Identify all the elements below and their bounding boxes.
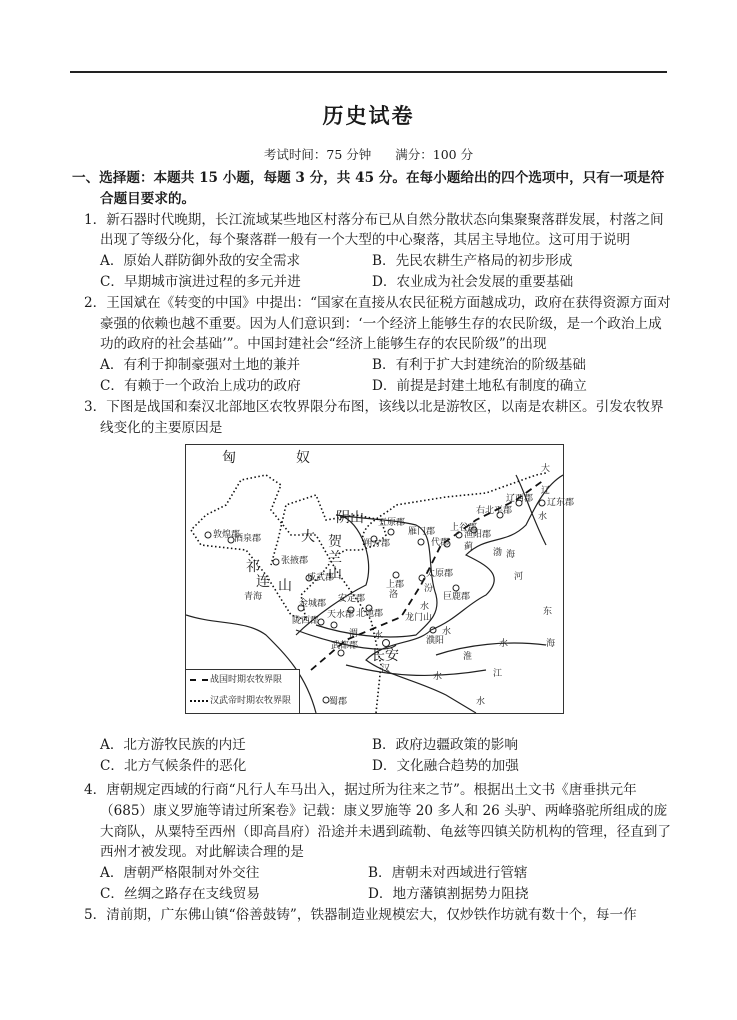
map-legend [186,669,300,713]
full-score: 满分：100 分 [395,147,474,162]
map-label: 渭 [349,629,359,640]
question-3 [72,397,672,439]
map-label: 水 [420,602,430,613]
map-label: 江 [493,669,503,680]
option-b[interactable]: B．有利于扩大封建统治的阶级基础 [372,357,586,374]
map-label: 贺 [328,534,342,551]
question-stem: 下图是战国和秦汉北部地区农牧界限分布图，该线以北是游牧区，以南是农耕区。引发农牧界线变化的主要原因是 [100,398,664,436]
options-4 [72,863,672,905]
question-stem: 唐朝规定西域的行商“凡行人车马出入，据过所为往来之节”。根据出土文书《唐垂拱元年（685）康义罗施等请过所案卷》记载：康义罗施等 20 多人和 26 头驴、两峰骆驼所组成的庞大商队，从粟特至西州（即高昌府）沿途并未遇到疏勒、龟兹等四镇关防机构的管理，径直到了西州才被发现。对此解读合理的是 [100,781,671,861]
map-label: 大 [541,464,551,475]
map-label: 酒泉郡 [234,534,262,545]
map-label: 太原郡 [426,569,454,580]
question-number: 5． [84,906,107,923]
question-2 [72,293,672,355]
legend-label: 汉武帝时期农牧界限 [210,696,292,707]
page-title: 历史试卷 [322,103,415,128]
map-label: 敦煌郡 [213,530,241,541]
dashed-line-icon [190,679,208,681]
map-label: 天水郡 [327,610,355,621]
option-a[interactable]: A．唐朝严格限制对外交往 [100,865,260,882]
options-3 [72,735,672,777]
huai-river [436,643,546,655]
map-label: 蜀郡 [329,697,348,708]
question-1 [72,210,672,252]
map-label: 濮阳 [426,636,445,647]
map-label: 陇西郡 [292,616,320,627]
dotted-line-icon [190,700,208,702]
map-label: 金城郡 [299,599,327,610]
map-label: 雁门郡 [408,527,436,538]
map-label: 连 [256,574,270,591]
map-label: 洛 [389,590,399,601]
exam-info [0,145,737,163]
option-a[interactable]: A．原始人群防御外敌的安全需求 [100,253,301,270]
option-d[interactable]: D．前提是封建土地私有制度的确立 [372,377,587,394]
option-c[interactable]: C．丝绸之路存在支线贸易 [100,885,260,902]
exam-time: 考试时间：75 分钟 [263,147,372,162]
option-a[interactable]: A．北方游牧民族的内迁 [100,737,246,754]
map-label: 阴山 [336,510,364,527]
map-label: 河 [514,572,524,583]
map-label: 匈 [222,450,236,467]
map-label: 海 [546,639,556,650]
map-label: 上谷郡 [450,523,478,534]
map-label: 汾 [424,584,434,595]
option-d[interactable]: D．文化融合趋势的加强 [372,758,519,775]
question-number: 1． [84,211,107,228]
map-label: 长安 [371,648,399,665]
section-heading: 一、选择题：本题共 15 小题，每题 3 分，共 45 分。在每小题给出的四个选项中，只有一项是符合题目要求的。 [72,170,665,207]
map-label: 水 [538,512,548,523]
map-label: 水 [374,631,384,642]
option-d[interactable]: D．农业成为社会发展的重要基础 [372,273,574,290]
legend-label: 战国时期农牧界限 [210,675,283,686]
map-label: 渔阳郡 [464,530,492,541]
map-label: 大 [301,529,315,546]
question-5 [72,905,672,926]
map-label: 青海 [244,592,263,603]
map-label: 山 [278,578,292,595]
map-label: 辽西郡 [506,494,534,505]
map-label: 渤 [493,548,503,559]
map-label: 山 [328,566,342,583]
option-c[interactable]: C．北方气候条件的恶化 [100,758,247,775]
map-label: 水 [476,697,486,708]
map-label: 朔方郡 [363,539,391,550]
map-label: 龙门山 [405,613,433,624]
question-number: 2． [84,294,107,311]
han-river [346,665,486,675]
map-label: 北地郡 [356,609,384,620]
map-label: 淮 [463,652,473,663]
map-label: 威武郡 [307,573,335,584]
question-number: 3． [84,398,107,415]
map-label: 张掖郡 [281,556,309,567]
map-label: 兰 [328,550,342,567]
map-label: 海 [506,550,516,561]
question-number: 4． [84,781,107,798]
map-label: 安定郡 [338,594,366,605]
map-label: 蓟 [464,542,474,553]
map-label: 武都郡 [331,641,359,652]
map-label: 东 [543,607,553,618]
map-label: 巨鹿郡 [443,592,471,603]
map-label: 水 [499,639,509,650]
map-label: 代郡 [431,538,450,549]
option-a[interactable]: A．有利于抑制豪强对土地的兼并 [100,357,301,374]
map-label: 辽 [541,486,551,497]
option-b[interactable]: B．先民农耕生产格局的初步形成 [372,253,573,270]
option-c[interactable]: C．有赖于一个政治上成功的政府 [100,377,301,394]
question-stem: 王国斌在《转变的中国》中提出：“国家在直接从农民征税方面越成功，政府在获得资源方面对豪强的依赖也越不重要。因为人们意识到：‘一个经济上能够生存的农民阶级，是一个政治上成功的政府的社会基础’”。中国封建社会“经济上能够生存的农民阶级”的出现 [100,294,671,353]
map-label: 水 [442,627,452,638]
legend-han-wudi [186,691,299,712]
option-b[interactable]: B．政府边疆政策的影响 [372,737,518,754]
map-label: 汉 [381,664,391,675]
map-label: 右北平郡 [476,506,513,517]
options-1 [72,251,672,293]
map-label: 五原郡 [378,518,406,529]
map-label: 水 [433,672,443,683]
header-rule [70,71,667,73]
option-d[interactable]: D．地方藩镇割据势力阻挠 [368,885,529,902]
question-stem: 清前期，广东佛山镇“俗善鼓铸”，铁器制造业规模宏大，仅炒铁作坊就有数十个，每一作 [106,906,637,923]
option-b[interactable]: B．唐朝未对西域进行管辖 [368,865,528,882]
exam-body [72,168,672,926]
option-c[interactable]: C．早期城市演进过程的多元并进 [100,273,301,290]
options-2 [72,355,672,397]
question-4 [72,780,672,863]
map-label: 上郡 [386,580,405,591]
question-stem: 新石器时代晚期，长江流域某些地区村落分布已从自然分散状态向集聚聚落群发展，村落之间出现了等级分化，每个聚落群一般有一个大型的中心聚落，其居主导地位。这可用于说明 [100,211,664,249]
map-label: 辽东郡 [547,498,575,509]
map-label: 奴 [296,450,310,467]
legend-warring-states [186,670,299,691]
map-label: 祁 [246,559,260,576]
map-figure [185,444,575,714]
